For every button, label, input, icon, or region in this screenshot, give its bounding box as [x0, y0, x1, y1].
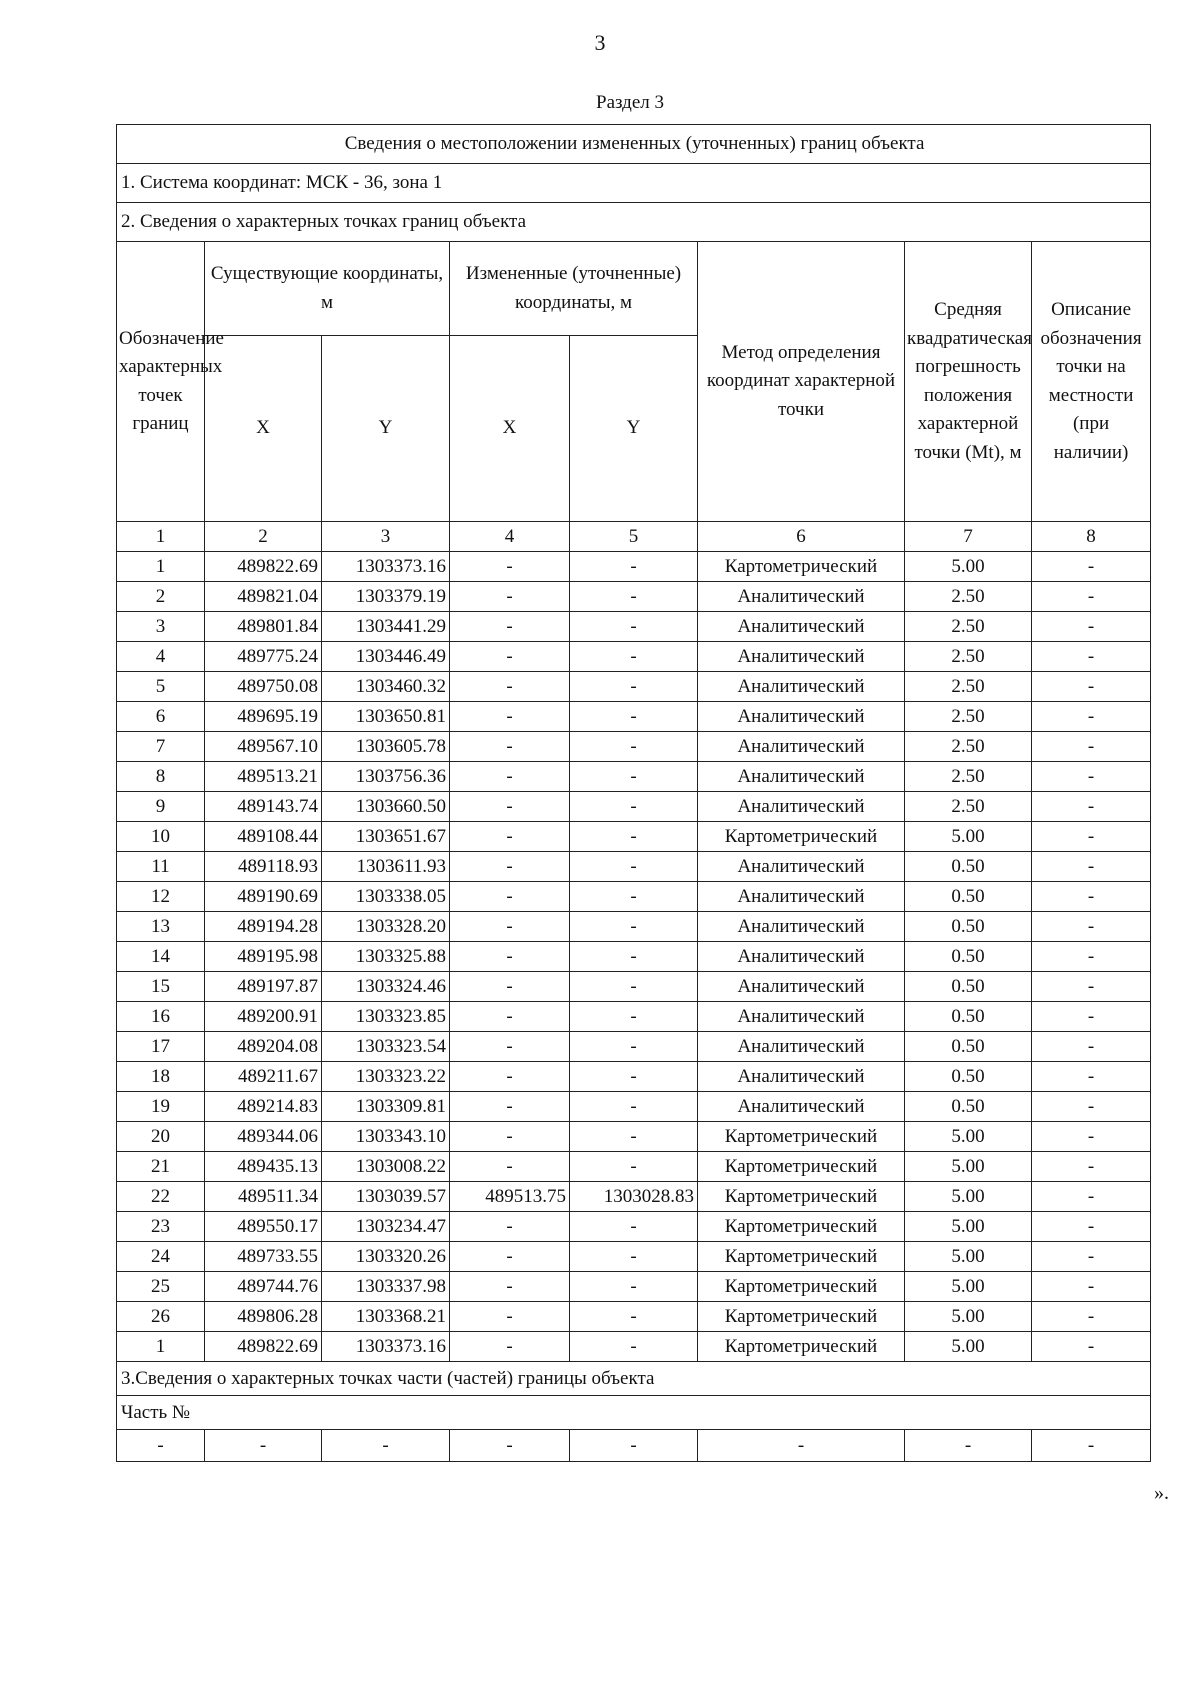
cell-changed-x: -	[450, 762, 570, 792]
cell-changed-x: -	[450, 582, 570, 612]
cell-existing-y: 1303320.26	[322, 1242, 450, 1272]
cell-error: 2.50	[905, 792, 1032, 822]
cell-changed-x: -	[450, 1032, 570, 1062]
cell-description: -	[1032, 702, 1151, 732]
cell-changed-y: -	[570, 822, 698, 852]
table-row	[117, 1062, 1151, 1092]
points-heading: 2. Сведения о характерных точках границ объекта	[117, 203, 1151, 242]
cell-existing-y: 1303323.22	[322, 1062, 450, 1092]
cell-existing-x: 489821.04	[205, 582, 322, 612]
cell-description: -	[1032, 552, 1151, 582]
cell-existing-x: 489118.93	[205, 852, 322, 882]
cell-error: 2.50	[905, 582, 1032, 612]
column-number: 1	[117, 522, 205, 552]
cell-description: -	[1032, 1002, 1151, 1032]
cell-changed-y: -	[570, 1092, 698, 1122]
cell-description: -	[1032, 642, 1151, 672]
cell-point-id: 3	[117, 612, 205, 642]
cell-method: Аналитический	[698, 732, 905, 762]
cell-point-id: 16	[117, 1002, 205, 1032]
cell-error: 2.50	[905, 672, 1032, 702]
cell-point-id: 24	[117, 1242, 205, 1272]
column-number: 6	[698, 522, 905, 552]
cell-changed-y: -	[570, 912, 698, 942]
cell-point-id: 7	[117, 732, 205, 762]
table-row	[117, 702, 1151, 732]
part-label: Часть №	[117, 1396, 1151, 1430]
table-row	[117, 1332, 1151, 1362]
cell-method: Картометрический	[698, 1272, 905, 1302]
cell-method: Аналитический	[698, 612, 905, 642]
cell-existing-x: 489744.76	[205, 1272, 322, 1302]
cell-point-id: 10	[117, 822, 205, 852]
cell-changed-y: -	[570, 612, 698, 642]
cell-changed-x: -	[450, 1092, 570, 1122]
cell-description: -	[1032, 1302, 1151, 1332]
cell-description: -	[1032, 1062, 1151, 1092]
cell-existing-y: 1303324.46	[322, 972, 450, 1002]
cell-existing-y: 1303328.20	[322, 912, 450, 942]
cell-existing-x: 489435.13	[205, 1152, 322, 1182]
cell-description: -	[1032, 1212, 1151, 1242]
cell-description: -	[1032, 762, 1151, 792]
cell-error: 5.00	[905, 1152, 1032, 1182]
cell-existing-y: 1303338.05	[322, 882, 450, 912]
table-row	[117, 672, 1151, 702]
part-cell: -	[450, 1430, 570, 1462]
column-number: 8	[1032, 522, 1151, 552]
cell-description: -	[1032, 1122, 1151, 1152]
cell-point-id: 22	[117, 1182, 205, 1212]
cell-error: 0.50	[905, 972, 1032, 1002]
header-existing-coordinates: Существующие координаты, м	[205, 242, 450, 336]
part-cell: -	[905, 1430, 1032, 1462]
table-row	[117, 642, 1151, 672]
cell-description: -	[1032, 1152, 1151, 1182]
cell-point-id: 15	[117, 972, 205, 1002]
coordinate-system: 1. Система координат: МСК - 36, зона 1	[117, 164, 1151, 203]
cell-description: -	[1032, 852, 1151, 882]
cell-changed-x: -	[450, 852, 570, 882]
cell-existing-x: 489695.19	[205, 702, 322, 732]
cell-changed-x: 489513.75	[450, 1182, 570, 1212]
cell-existing-x: 489211.67	[205, 1062, 322, 1092]
cell-existing-y: 1303373.16	[322, 552, 450, 582]
cell-error: 2.50	[905, 612, 1032, 642]
cell-method: Картометрический	[698, 1242, 905, 1272]
cell-changed-y: -	[570, 1002, 698, 1032]
cell-error: 5.00	[905, 552, 1032, 582]
cell-changed-y: -	[570, 852, 698, 882]
part-cell: -	[698, 1430, 905, 1462]
cell-method: Картометрический	[698, 1122, 905, 1152]
cell-existing-y: 1303234.47	[322, 1212, 450, 1242]
cell-description: -	[1032, 1032, 1151, 1062]
cell-description: -	[1032, 732, 1151, 762]
column-numbers-row	[117, 522, 1151, 552]
cell-existing-y: 1303323.85	[322, 1002, 450, 1032]
cell-existing-x: 489204.08	[205, 1032, 322, 1062]
part-cell: -	[322, 1430, 450, 1462]
cell-description: -	[1032, 1182, 1151, 1212]
cell-changed-y: -	[570, 552, 698, 582]
header-changed-x: X	[450, 336, 570, 522]
cell-changed-y: -	[570, 762, 698, 792]
cell-changed-x: -	[450, 882, 570, 912]
cell-point-id: 2	[117, 582, 205, 612]
cell-existing-y: 1303756.36	[322, 762, 450, 792]
table-row	[117, 942, 1151, 972]
cell-existing-y: 1303441.29	[322, 612, 450, 642]
cell-existing-x: 489822.69	[205, 1332, 322, 1362]
cell-method: Аналитический	[698, 702, 905, 732]
cell-existing-x: 489214.83	[205, 1092, 322, 1122]
cell-existing-y: 1303008.22	[322, 1152, 450, 1182]
cell-existing-x: 489806.28	[205, 1302, 322, 1332]
closing-mark: ».	[1154, 1482, 1169, 1504]
cell-existing-x: 489550.17	[205, 1212, 322, 1242]
cell-error: 0.50	[905, 1002, 1032, 1032]
cell-method: Картометрический	[698, 552, 905, 582]
cell-existing-x: 489513.21	[205, 762, 322, 792]
cell-error: 5.00	[905, 1182, 1032, 1212]
cell-changed-y: -	[570, 942, 698, 972]
cell-existing-x: 489801.84	[205, 612, 322, 642]
table-row	[117, 1242, 1151, 1272]
cell-existing-y: 1303373.16	[322, 1332, 450, 1362]
cell-error: 0.50	[905, 942, 1032, 972]
cell-error: 0.50	[905, 1092, 1032, 1122]
cell-description: -	[1032, 882, 1151, 912]
cell-changed-x: -	[450, 1242, 570, 1272]
cell-description: -	[1032, 612, 1151, 642]
cell-description: -	[1032, 1332, 1151, 1362]
cell-point-id: 26	[117, 1302, 205, 1332]
cell-point-id: 8	[117, 762, 205, 792]
table-row	[117, 552, 1151, 582]
cell-method: Аналитический	[698, 1062, 905, 1092]
table-row	[117, 612, 1151, 642]
header-description: Описание обозначения точки на местности (при наличии)	[1032, 242, 1151, 522]
cell-method: Аналитический	[698, 672, 905, 702]
header-changed-coordinates: Измененные (уточненные) координаты, м	[450, 242, 698, 336]
cell-existing-y: 1303446.49	[322, 642, 450, 672]
cell-existing-y: 1303660.50	[322, 792, 450, 822]
parts-heading: 3.Сведения о характерных точках части (частей) границы объекта	[117, 1362, 1151, 1396]
table-row	[117, 1212, 1151, 1242]
cell-method: Картометрический	[698, 1302, 905, 1332]
cell-changed-x: -	[450, 1122, 570, 1152]
cell-existing-y: 1303605.78	[322, 732, 450, 762]
cell-changed-y: -	[570, 1212, 698, 1242]
cell-changed-y: -	[570, 582, 698, 612]
cell-changed-x: -	[450, 1332, 570, 1362]
cell-existing-x: 489511.34	[205, 1182, 322, 1212]
cell-method: Аналитический	[698, 1092, 905, 1122]
table-row	[117, 1152, 1151, 1182]
cell-error: 0.50	[905, 1032, 1032, 1062]
cell-description: -	[1032, 942, 1151, 972]
cell-existing-x: 489822.69	[205, 552, 322, 582]
table-row	[117, 732, 1151, 762]
cell-error: 5.00	[905, 1212, 1032, 1242]
cell-existing-y: 1303650.81	[322, 702, 450, 732]
cell-existing-x: 489194.28	[205, 912, 322, 942]
cell-error: 0.50	[905, 912, 1032, 942]
cell-error: 2.50	[905, 702, 1032, 732]
cell-changed-y: -	[570, 882, 698, 912]
cell-method: Аналитический	[698, 882, 905, 912]
cell-changed-x: -	[450, 642, 570, 672]
cell-changed-y: -	[570, 1302, 698, 1332]
cell-changed-x: -	[450, 612, 570, 642]
cell-description: -	[1032, 672, 1151, 702]
cell-point-id: 17	[117, 1032, 205, 1062]
cell-changed-y: -	[570, 642, 698, 672]
page-number: 3	[594, 30, 606, 55]
cell-error: 5.00	[905, 1272, 1032, 1302]
cell-existing-x: 489190.69	[205, 882, 322, 912]
cell-changed-x: -	[450, 1272, 570, 1302]
table-row	[117, 1122, 1151, 1152]
cell-point-id: 19	[117, 1092, 205, 1122]
cell-existing-y: 1303379.19	[322, 582, 450, 612]
cell-existing-y: 1303368.21	[322, 1302, 450, 1332]
cell-method: Картометрический	[698, 1332, 905, 1362]
cell-existing-x: 489775.24	[205, 642, 322, 672]
cell-error: 2.50	[905, 762, 1032, 792]
cell-description: -	[1032, 1242, 1151, 1272]
table-title: Сведения о местоположении измененных (уточненных) границ объекта	[117, 125, 1151, 164]
cell-method: Аналитический	[698, 1002, 905, 1032]
cell-changed-x: -	[450, 1302, 570, 1332]
boundary-points-table	[116, 124, 1151, 1462]
cell-point-id: 1	[117, 552, 205, 582]
cell-changed-x: -	[450, 672, 570, 702]
cell-method: Аналитический	[698, 762, 905, 792]
table-row	[117, 1002, 1151, 1032]
cell-method: Аналитический	[698, 852, 905, 882]
cell-existing-y: 1303039.57	[322, 1182, 450, 1212]
part-cell: -	[117, 1430, 205, 1462]
cell-error: 5.00	[905, 822, 1032, 852]
cell-existing-x: 489197.87	[205, 972, 322, 1002]
cell-existing-y: 1303460.32	[322, 672, 450, 702]
cell-changed-y: -	[570, 732, 698, 762]
table-row	[117, 912, 1151, 942]
table-row	[117, 822, 1151, 852]
cell-description: -	[1032, 582, 1151, 612]
column-number: 2	[205, 522, 322, 552]
cell-point-id: 1	[117, 1332, 205, 1362]
cell-existing-x: 489567.10	[205, 732, 322, 762]
header-designation: Обозначение характерных точек границ	[117, 242, 205, 522]
part-cell: -	[205, 1430, 322, 1462]
cell-changed-y: -	[570, 672, 698, 702]
cell-point-id: 12	[117, 882, 205, 912]
cell-description: -	[1032, 972, 1151, 1002]
cell-changed-x: -	[450, 942, 570, 972]
cell-method: Картометрический	[698, 1182, 905, 1212]
column-number: 5	[570, 522, 698, 552]
table-row	[117, 582, 1151, 612]
cell-method: Аналитический	[698, 912, 905, 942]
table-row	[117, 1182, 1151, 1212]
part-row	[117, 1430, 1151, 1462]
cell-point-id: 11	[117, 852, 205, 882]
table-row	[117, 762, 1151, 792]
cell-changed-x: -	[450, 732, 570, 762]
cell-point-id: 20	[117, 1122, 205, 1152]
cell-existing-y: 1303309.81	[322, 1092, 450, 1122]
cell-changed-y: -	[570, 972, 698, 1002]
cell-existing-x: 489750.08	[205, 672, 322, 702]
cell-method: Аналитический	[698, 942, 905, 972]
cell-existing-x: 489195.98	[205, 942, 322, 972]
cell-existing-y: 1303337.98	[322, 1272, 450, 1302]
table-row	[117, 852, 1151, 882]
header-changed-y: Y	[570, 336, 698, 522]
cell-changed-x: -	[450, 702, 570, 732]
column-number: 4	[450, 522, 570, 552]
cell-changed-x: -	[450, 972, 570, 1002]
cell-method: Аналитический	[698, 642, 905, 672]
cell-changed-x: -	[450, 1212, 570, 1242]
section-title: Раздел 3	[596, 92, 664, 113]
part-cell: -	[570, 1430, 698, 1462]
cell-method: Аналитический	[698, 582, 905, 612]
cell-error: 5.00	[905, 1302, 1032, 1332]
cell-method: Аналитический	[698, 792, 905, 822]
cell-changed-x: -	[450, 792, 570, 822]
cell-point-id: 14	[117, 942, 205, 972]
cell-changed-x: -	[450, 822, 570, 852]
cell-error: 5.00	[905, 1122, 1032, 1152]
cell-existing-x: 489143.74	[205, 792, 322, 822]
table-row	[117, 1032, 1151, 1062]
cell-method: Картометрический	[698, 1152, 905, 1182]
cell-method: Картометрический	[698, 1212, 905, 1242]
cell-changed-y: -	[570, 1062, 698, 1092]
cell-method: Аналитический	[698, 972, 905, 1002]
column-number: 7	[905, 522, 1032, 552]
cell-description: -	[1032, 792, 1151, 822]
cell-point-id: 9	[117, 792, 205, 822]
column-number: 3	[322, 522, 450, 552]
cell-changed-y: -	[570, 1152, 698, 1182]
cell-point-id: 5	[117, 672, 205, 702]
cell-error: 0.50	[905, 852, 1032, 882]
part-cell: -	[1032, 1430, 1151, 1462]
cell-changed-y: -	[570, 702, 698, 732]
cell-changed-x: -	[450, 912, 570, 942]
header-method: Метод определения координат характерной точки	[698, 242, 905, 522]
cell-changed-y: -	[570, 1242, 698, 1272]
cell-error: 5.00	[905, 1242, 1032, 1272]
cell-error: 2.50	[905, 732, 1032, 762]
table-row	[117, 792, 1151, 822]
cell-changed-x: -	[450, 1002, 570, 1032]
cell-existing-y: 1303343.10	[322, 1122, 450, 1152]
cell-changed-y: -	[570, 1122, 698, 1152]
cell-changed-y: -	[570, 1332, 698, 1362]
cell-error: 2.50	[905, 642, 1032, 672]
cell-existing-x: 489200.91	[205, 1002, 322, 1032]
cell-error: 0.50	[905, 882, 1032, 912]
cell-point-id: 4	[117, 642, 205, 672]
cell-changed-y: -	[570, 1272, 698, 1302]
header-error: Средняя квадратическая погрешность положения характерной точки (Mt), м	[905, 242, 1032, 522]
cell-existing-y: 1303325.88	[322, 942, 450, 972]
cell-changed-y: 1303028.83	[570, 1182, 698, 1212]
cell-existing-x: 489344.06	[205, 1122, 322, 1152]
header-existing-x: X	[205, 336, 322, 522]
table-row	[117, 972, 1151, 1002]
cell-changed-x: -	[450, 1152, 570, 1182]
cell-changed-x: -	[450, 552, 570, 582]
table-row	[117, 1302, 1151, 1332]
table-row	[117, 1272, 1151, 1302]
cell-point-id: 6	[117, 702, 205, 732]
cell-existing-x: 489108.44	[205, 822, 322, 852]
cell-error: 5.00	[905, 1332, 1032, 1362]
cell-existing-y: 1303651.67	[322, 822, 450, 852]
cell-point-id: 23	[117, 1212, 205, 1242]
cell-existing-x: 489733.55	[205, 1242, 322, 1272]
cell-method: Картометрический	[698, 822, 905, 852]
cell-changed-y: -	[570, 792, 698, 822]
cell-description: -	[1032, 1272, 1151, 1302]
cell-point-id: 18	[117, 1062, 205, 1092]
cell-existing-y: 1303323.54	[322, 1032, 450, 1062]
cell-point-id: 21	[117, 1152, 205, 1182]
table-row	[117, 1092, 1151, 1122]
cell-existing-y: 1303611.93	[322, 852, 450, 882]
cell-method: Аналитический	[698, 1032, 905, 1062]
cell-point-id: 25	[117, 1272, 205, 1302]
cell-changed-y: -	[570, 1032, 698, 1062]
cell-description: -	[1032, 1092, 1151, 1122]
cell-changed-x: -	[450, 1062, 570, 1092]
cell-description: -	[1032, 912, 1151, 942]
cell-description: -	[1032, 822, 1151, 852]
cell-point-id: 13	[117, 912, 205, 942]
cell-error: 0.50	[905, 1062, 1032, 1092]
table-row	[117, 882, 1151, 912]
header-existing-y: Y	[322, 336, 450, 522]
